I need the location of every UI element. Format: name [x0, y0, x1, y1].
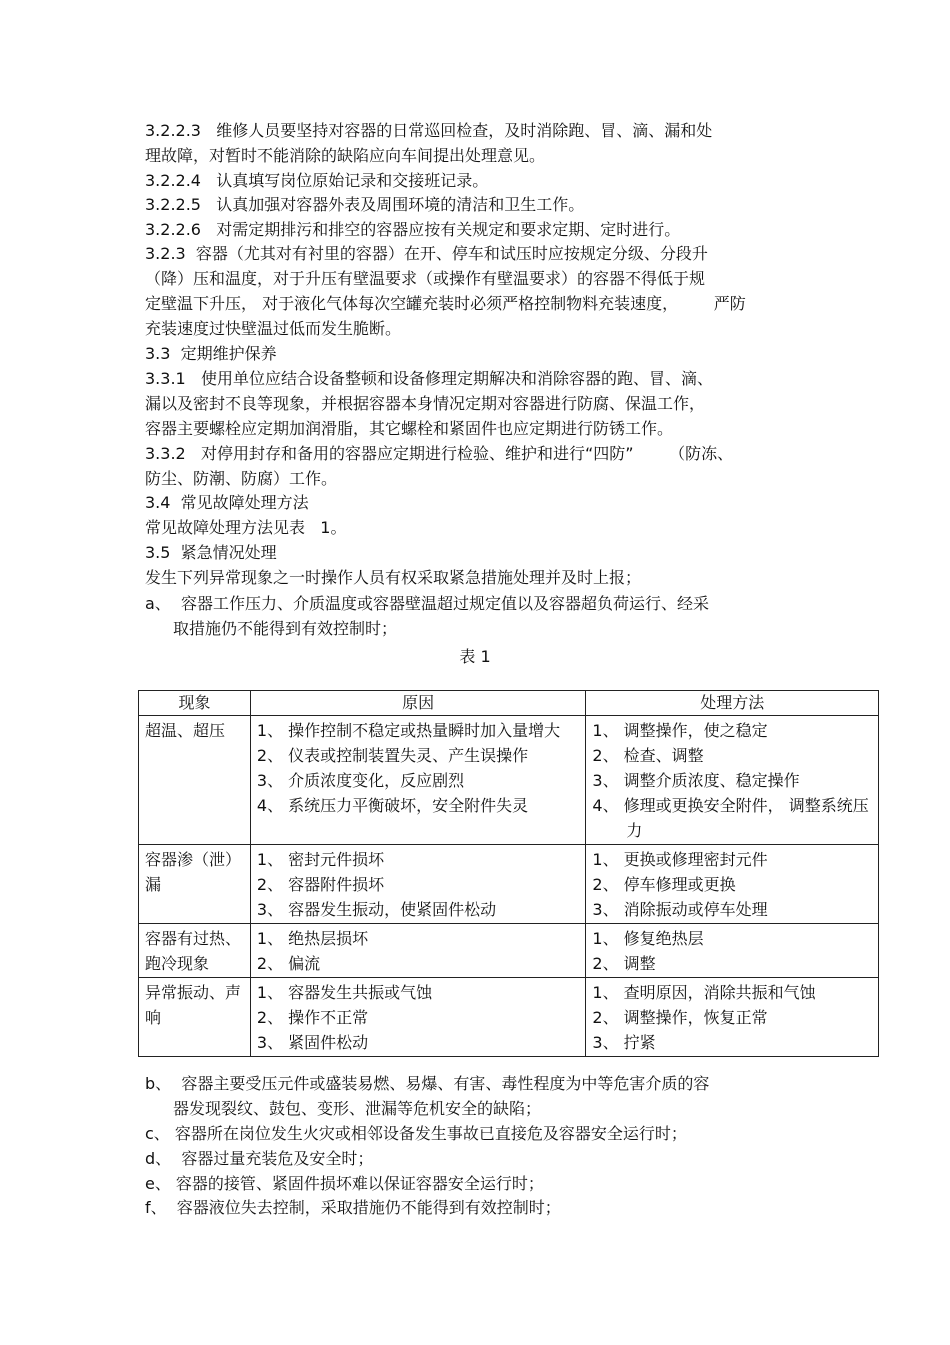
cause-item: 2、 偏流	[256, 954, 321, 973]
table-row	[139, 978, 879, 1057]
text-line: 充装速度过快壁温过低而发生脆断。	[145, 319, 402, 338]
text-line: 理故障，对暂时不能消除的缺陷应向车间提出处理意见。	[145, 146, 546, 165]
method-cell	[586, 716, 879, 845]
method-cell	[586, 978, 879, 1057]
text-line: 3.2.2.6 对需定期排污和排空的容器应按有关规定和要求定期、定时进行。	[145, 220, 681, 239]
cause-item: 1、 操作控制不稳定或热量瞬时加入量增大	[256, 721, 561, 740]
cause-item: 4、 系统压力平衡破坏，安全附件失灵	[256, 796, 529, 815]
method-cell	[586, 845, 879, 924]
method-item: 2、 检查、调整	[592, 746, 704, 765]
method-item: 1、 更换或修理密封元件	[592, 850, 768, 869]
phenomenon-cell: 异常振动、声响	[139, 978, 251, 1057]
list-item: a、 容器工作压力、介质温度或容器壁温超过规定值以及容器超负荷运行、经采	[145, 594, 709, 613]
phenomenon-cell: 容器渗（泄）漏	[139, 845, 251, 924]
header-phenomenon: 现象	[139, 691, 251, 716]
text-line: 容器主要螺栓应定期加润滑脂，其它螺栓和紧固件也应定期进行防锈工作。	[145, 419, 674, 438]
header-method: 处理方法	[586, 691, 879, 716]
cause-item: 3、 介质浓度变化，反应剧烈	[256, 771, 465, 790]
text-line: 3.2.3 容器（尤其对有衬里的容器）在开、停车和试压时应按规定分级、分段升	[145, 244, 708, 263]
cause-cell	[250, 978, 586, 1057]
cause-cell	[250, 716, 586, 845]
method-item: 4、 修理或更换安全附件， 调整系统压力	[592, 796, 869, 840]
text-line: 3.3.1 使用单位应结合设备整顿和设备修理定期解决和消除容器的跑、冒、滴、	[145, 369, 713, 388]
table-caption: 表 1	[459, 647, 491, 666]
list-item: c、 容器所在岗位发生火灾或相邻设备发生事故已直接危及容器安全运行时；	[145, 1124, 687, 1143]
table-row	[139, 924, 879, 978]
cause-item: 2、 仪表或控制装置失灵、产生误操作	[256, 746, 529, 765]
phenomenon-cell: 超温、超压	[139, 716, 251, 845]
list-item-continuation: 取措施仍不能得到有效控制时；	[173, 619, 398, 638]
text-line: 定壁温下升压， 对于液化气体每次空罐充装时必须严格控制物料充装速度， 严防	[145, 294, 746, 313]
method-item: 1、 修复绝热层	[592, 929, 704, 948]
section-heading: 3.4 常见故障处理方法	[145, 493, 309, 512]
list-item: b、 容器主要受压元件或盛装易燃、易爆、有害、毒性程度为中等危害介质的容	[145, 1074, 710, 1093]
text-line: 3.3.2 对停用封存和备用的容器应定期进行检验、维护和进行“四防” （防冻、	[145, 444, 734, 463]
text-line: 3.2.2.4 认真填写岗位原始记录和交接班记录。	[145, 171, 489, 190]
table-row	[139, 716, 879, 845]
text-line: 常见故障处理方法见表 1。	[145, 518, 347, 537]
text-line: 漏以及密封不良等现象，并根据容器本身情况定期对容器进行防腐、保温工作，	[145, 394, 706, 413]
table-header-row	[139, 691, 879, 716]
method-item: 3、 调整介质浓度、稳定操作	[592, 771, 800, 790]
list-item: e、 容器的接管、紧固件损坏难以保证容器安全运行时；	[145, 1174, 544, 1193]
cause-item: 2、 容器附件损坏	[256, 875, 385, 894]
method-item: 2、 调整操作，恢复正常	[592, 1008, 768, 1027]
method-item: 3、 拧紧	[592, 1033, 656, 1052]
method-item: 2、 调整	[592, 954, 656, 973]
method-cell	[586, 924, 879, 978]
method-item: 1、 查明原因，消除共振和气蚀	[592, 983, 816, 1002]
list-item: d、 容器过量充装危及安全时；	[145, 1149, 374, 1168]
cause-item: 1、 密封元件损坏	[256, 850, 385, 869]
phenomenon-cell: 容器有过热、跑冷现象	[139, 924, 251, 978]
text-line: （降）压和温度，对于升压有壁温要求（或操作有壁温要求）的容器不得低于规	[145, 269, 706, 288]
method-item: 1、 调整操作，使之稳定	[592, 721, 768, 740]
cause-item: 3、 容器发生振动，使紧固件松动	[256, 900, 497, 919]
cause-item: 2、 操作不正常	[256, 1008, 369, 1027]
cause-item: 1、 容器发生共振或气蚀	[256, 983, 433, 1002]
fault-table	[138, 690, 879, 1057]
cause-cell	[250, 845, 586, 924]
cause-item: 1、 绝热层损坏	[256, 929, 369, 948]
text-line: 3.2.2.3 维修人员要坚持对容器的日常巡回检查，及时消除跑、冒、滴、漏和处	[145, 121, 713, 140]
cause-item: 3、 紧固件松动	[256, 1033, 369, 1052]
text-line: 发生下列异常现象之一时操作人员有权采取紧急措施处理并及时上报；	[145, 568, 642, 587]
list-item-continuation: 器发现裂纹、鼓包、变形、泄漏等危机安全的缺陷；	[173, 1099, 542, 1118]
text-line: 防尘、防潮、防腐）工作。	[145, 469, 338, 488]
list-item: f、 容器液位失去控制，采取措施仍不能得到有效控制时；	[145, 1198, 561, 1217]
table-row	[139, 845, 879, 924]
header-cause: 原因	[250, 691, 586, 716]
section-heading: 3.3 定期维护保养	[145, 344, 277, 363]
method-item: 3、 消除振动或停车处理	[592, 900, 768, 919]
cause-cell	[250, 924, 586, 978]
text-line: 3.2.2.5 认真加强对容器外表及周围环境的清洁和卫生工作。	[145, 195, 585, 214]
section-heading: 3.5 紧急情况处理	[145, 543, 277, 562]
method-item: 2、 停车修理或更换	[592, 875, 736, 894]
